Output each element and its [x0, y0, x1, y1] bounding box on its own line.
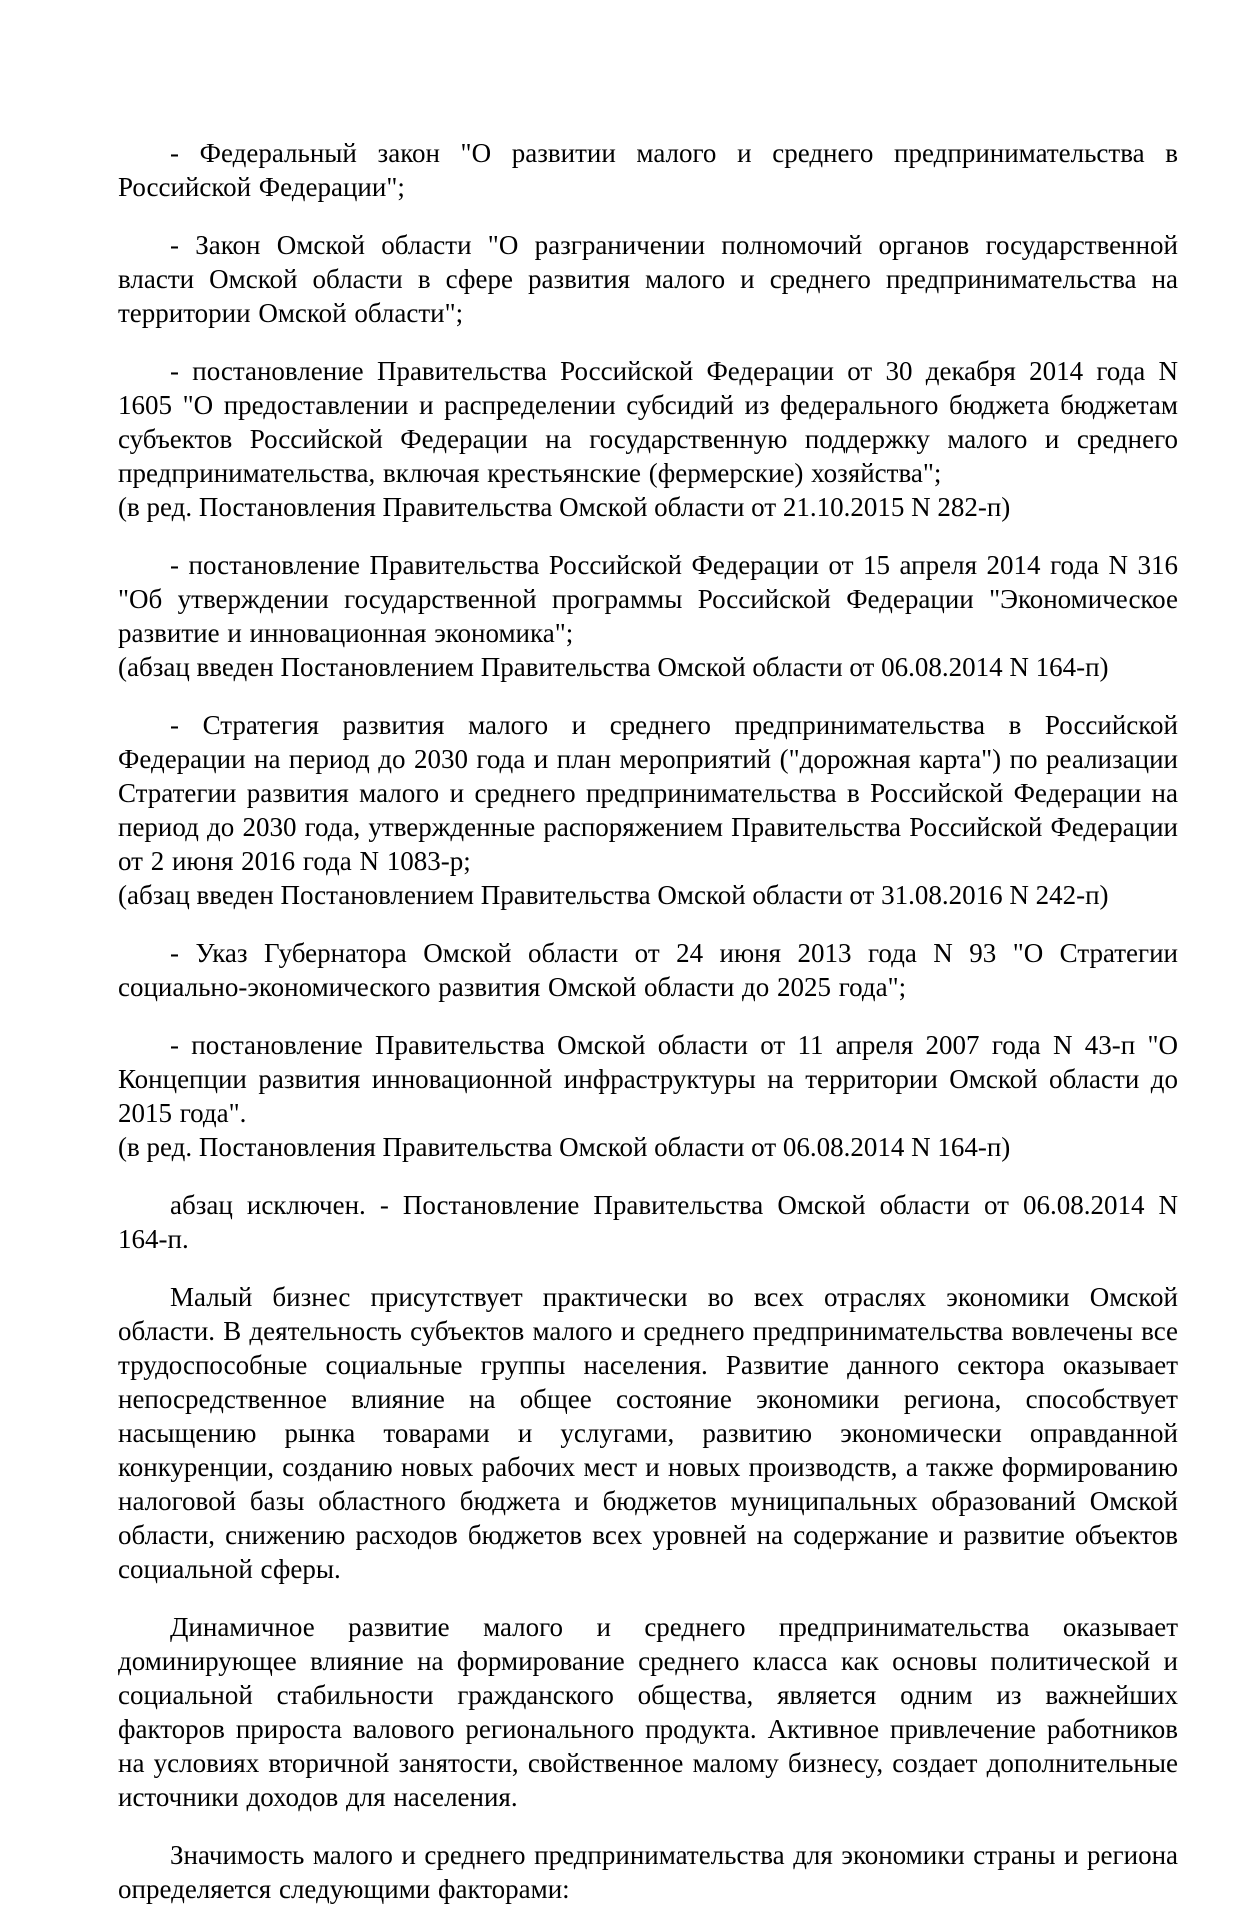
paragraph: - Закон Омской области "О разграничении полномочий органов государственной власти Омской области в сфере развития малого и среднего предпринимательства на территории Омской области"; — [118, 230, 1178, 328]
paragraph: Значимость малого и среднего предпринимательства для экономики страны и региона определяется следующими факторами: — [118, 1840, 1178, 1904]
paragraph-group — [118, 1188, 1178, 1256]
paragraph-group — [118, 1028, 1178, 1164]
paragraph-group — [118, 136, 1178, 204]
paragraph: - Федеральный закон "О развитии малого и среднего предпринимательства в Российской Федерации"; — [118, 138, 1178, 202]
paragraph-group — [118, 354, 1178, 524]
paragraph-group — [118, 708, 1178, 912]
amendment-note: (в ред. Постановления Правительства Омской области от 21.10.2015 N 282-п) — [118, 492, 1011, 522]
paragraph: Динамичное развитие малого и среднего предпринимательства оказывает доминирующее влияние на формирование среднего класса как основы политической и социальной стабильности гражданского общества, является одним из важнейших факторов прироста валового регионального продукта. Активное привлечение работников на условиях вторичной занятости, свойственное малому бизнесу, создает дополнительные источники доходов для населения. — [118, 1612, 1178, 1812]
amendment-note: (абзац введен Постановлением Правительства Омской области от 31.08.2016 N 242-п) — [118, 880, 1109, 910]
paragraph-group — [118, 1838, 1178, 1906]
paragraph: - постановление Правительства Омской области от 11 апреля 2007 года N 43-п "О Концепции развития инновационной инфраструктуры на территории Омской области до 2015 года". — [118, 1030, 1178, 1128]
paragraph: - постановление Правительства Российской Федерации от 30 декабря 2014 года N 1605 "О предоставлении и распределении субсидий из федерального бюджета бюджетам субъектов Российской Федерации на государственную поддержку малого и среднего предпринимательства, включая крестьянские (фермерские) хозяйства"; — [118, 356, 1178, 488]
paragraph-group — [118, 1280, 1178, 1586]
paragraph-group — [118, 548, 1178, 684]
paragraph: - Стратегия развития малого и среднего предпринимательства в Российской Федерации на период до 2030 года и план мероприятий ("дорожная карта") по реализации Стратегии развития малого и среднего предпринимательства в Российской Федерации на период до 2030 года, утвержденные распоряжением Правительства Российской Федерации от 2 июня 2016 года N 1083-р; — [118, 710, 1178, 876]
paragraph: Малый бизнес присутствует практически во всех отраслях экономики Омской области. В деятельность субъектов малого и среднего предпринимательства вовлечены все трудоспособные социальные группы населения. Развитие данного сектора оказывает непосредственное влияние на общее состояние экономики региона, способствует насыщению рынка товарами и услугами, развитию экономически оправданной конкуренции, созданию новых рабочих мест и новых производств, а также формированию налоговой базы областного бюджета и бюджетов муниципальных образований Омской области, снижению расходов бюджетов всех уровней на содержание и развитие объектов социальной сферы. — [118, 1282, 1178, 1584]
paragraph-group — [118, 1610, 1178, 1814]
paragraph: абзац исключен. - Постановление Правительства Омской области от 06.08.2014 N 164-п. — [118, 1190, 1178, 1254]
paragraph-group — [118, 936, 1178, 1004]
amendment-note: (абзац введен Постановлением Правительства Омской области от 06.08.2014 N 164-п) — [118, 652, 1109, 682]
paragraph: - постановление Правительства Российской Федерации от 15 апреля 2014 года N 316 "Об утверждении государственной программы Российской Федерации "Экономическое развитие и инновационная экономика"; — [118, 550, 1178, 648]
amendment-note: (в ред. Постановления Правительства Омской области от 06.08.2014 N 164-п) — [118, 1132, 1011, 1162]
paragraph: - Указ Губернатора Омской области от 24 июня 2013 года N 93 "О Стратегии социально-экономического развития Омской области до 2025 года"; — [118, 938, 1178, 1002]
paragraph-group — [118, 228, 1178, 330]
